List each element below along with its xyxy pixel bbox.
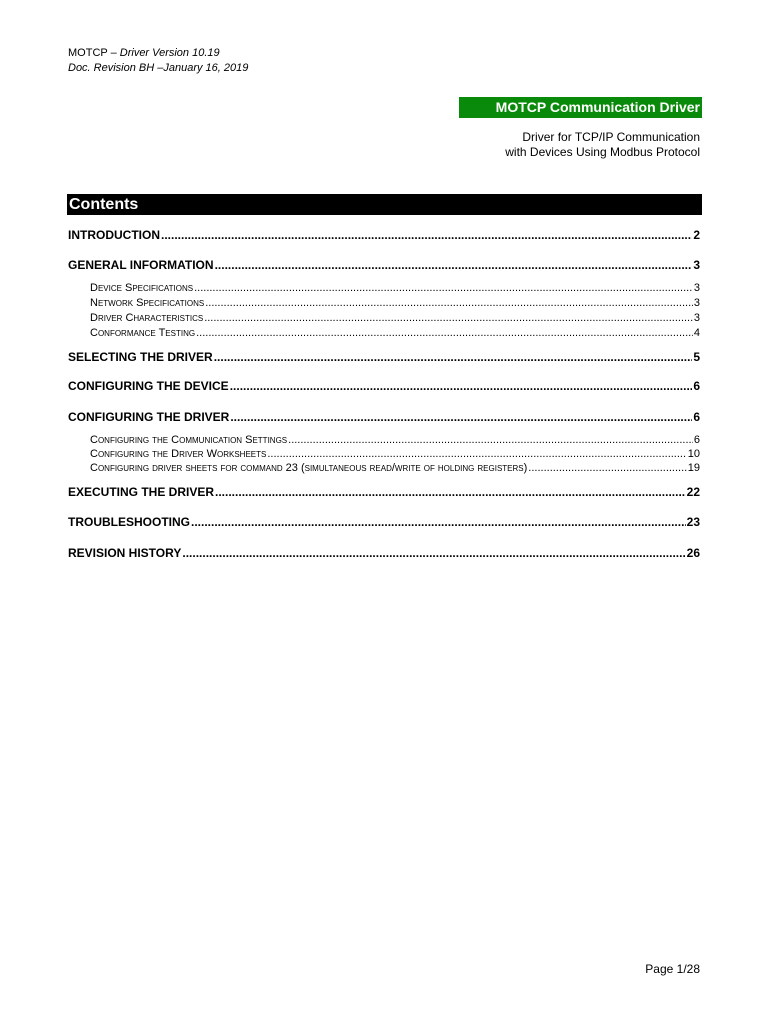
- toc-entry-page: 3: [693, 297, 700, 309]
- toc-entry-label: Driver Characteristics: [90, 312, 204, 324]
- toc-entry[interactable]: [68, 350, 700, 364]
- toc-leader-dots: [230, 410, 692, 424]
- toc-entry-page: 4: [693, 327, 700, 339]
- toc-entry-label: CONFIGURING THE DRIVER: [68, 410, 230, 424]
- toc-entry-label: Device Specifications: [90, 282, 194, 294]
- document-subtitle: [459, 130, 702, 160]
- toc-entry[interactable]: [68, 228, 700, 242]
- toc-entry[interactable]: [68, 485, 700, 499]
- title-block: [459, 97, 702, 160]
- toc-entry-page: 6: [693, 379, 700, 393]
- toc-entry[interactable]: [68, 515, 700, 529]
- toc-leader-dots: [161, 228, 692, 242]
- toc-entry-page: 26: [686, 546, 700, 560]
- toc-entry-label: TROUBLESHOOTING: [68, 515, 190, 529]
- toc-leader-dots: [215, 258, 693, 272]
- toc-leader-dots: [191, 515, 686, 529]
- toc-leader-dots: [204, 312, 693, 324]
- toc-entry-label: Configuring the Driver Worksheets: [90, 448, 267, 460]
- toc-entry-label: REVISION HISTORY: [68, 546, 182, 560]
- document-header: [68, 46, 248, 76]
- header-driver-name: MOTCP –: [68, 47, 120, 59]
- toc-entry-label: CONFIGURING THE DEVICE: [68, 379, 229, 393]
- toc-entry-label: SELECTING THE DRIVER: [68, 350, 213, 364]
- toc-entry-page: 19: [687, 462, 700, 474]
- header-revision: Doc. Revision BH –January 16, 2019: [68, 62, 249, 74]
- toc-subentry[interactable]: [90, 282, 700, 294]
- toc-entry[interactable]: [68, 379, 700, 393]
- toc-entry-page: 6: [693, 410, 700, 424]
- toc-leader-dots: [528, 462, 686, 474]
- toc-entry-page: 2: [693, 228, 700, 242]
- toc-entry-label: INTRODUCTION: [68, 228, 160, 242]
- toc-entry-page: 23: [686, 515, 700, 529]
- toc-entry-label: GENERAL INFORMATION: [68, 258, 214, 272]
- toc-leader-dots: [205, 297, 693, 309]
- toc-entry-page: 3: [693, 312, 700, 324]
- toc-entry-label: Configuring driver sheets for command 23 (simultaneous read/write of holding registers): [90, 462, 528, 474]
- toc-entry-label: Conformance Testing: [90, 327, 196, 339]
- toc-subentry[interactable]: [90, 312, 700, 324]
- toc-entry[interactable]: [68, 410, 700, 424]
- toc-entry-page: 3: [693, 258, 700, 272]
- toc-leader-dots: [267, 448, 686, 460]
- toc-entry-page: 5: [693, 350, 700, 364]
- toc-subentry[interactable]: [90, 462, 700, 474]
- toc-leader-dots: [288, 434, 693, 446]
- toc-entry-label: Configuring the Communication Settings: [90, 434, 288, 446]
- toc-entry-page: 3: [693, 282, 700, 294]
- toc-subentry[interactable]: [90, 448, 700, 460]
- toc-leader-dots: [215, 485, 686, 499]
- toc-entry-page: 22: [686, 485, 700, 499]
- toc-entry-label: Network Specifications: [90, 297, 205, 309]
- toc-leader-dots: [194, 282, 693, 294]
- toc-entry[interactable]: [68, 546, 700, 560]
- toc-leader-dots: [230, 379, 693, 393]
- toc-leader-dots: [196, 327, 693, 339]
- toc-leader-dots: [214, 350, 693, 364]
- toc-entry-label: EXECUTING THE DRIVER: [68, 485, 215, 499]
- header-line-1: [68, 46, 248, 61]
- header-driver-version: Driver Version 10.19: [119, 47, 220, 59]
- subtitle-line-1: Driver for TCP/IP Communication: [522, 130, 700, 144]
- contents-heading-label: Contents: [69, 196, 139, 213]
- subtitle-line-2: with Devices Using Modbus Protocol: [505, 145, 700, 159]
- contents-heading: [67, 194, 702, 215]
- toc-subentry[interactable]: [90, 434, 700, 446]
- toc-entry-page: 6: [693, 434, 700, 446]
- toc-leader-dots: [182, 546, 685, 560]
- page-number: Page 1/28: [645, 962, 700, 976]
- toc-subentry[interactable]: [90, 327, 700, 339]
- toc-entry[interactable]: [68, 258, 700, 272]
- toc-entry-page: 10: [687, 448, 700, 460]
- toc-subentry[interactable]: [90, 297, 700, 309]
- document-title: MOTCP Communication Driver: [459, 97, 702, 118]
